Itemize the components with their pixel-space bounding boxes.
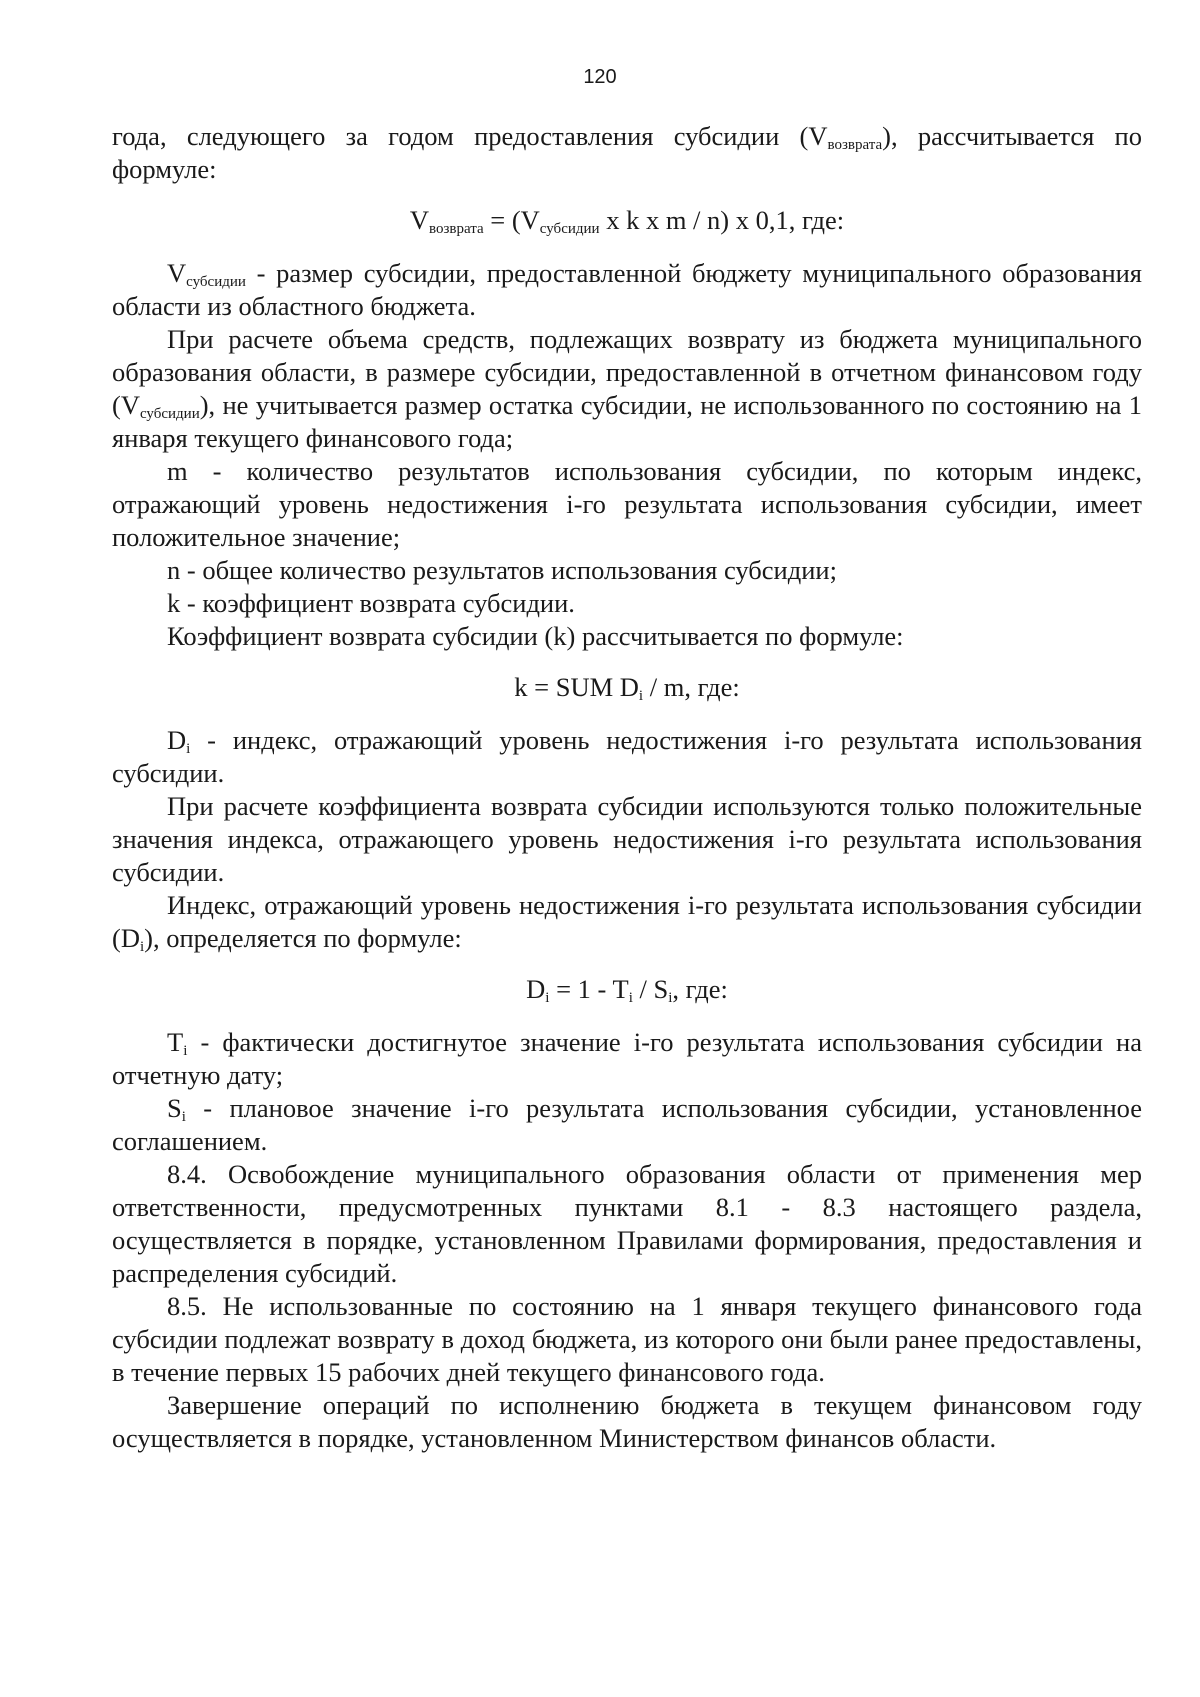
definition-di: $D_i$ - индекс, отражающий уровень недостижения i-го результата использования субсидии. — [112, 725, 1142, 788]
formula-di: $D_i = 1 - T_i / S_i$, где: — [526, 974, 728, 1006]
formula-v-return: $V_{возврата} = (V_{субсидии}$ x k x m / n) x 0,1, где: — [409, 205, 845, 237]
definition-ti: $T_i$ - фактически достигнутое значение i-го результата использования субсидии на отчетную дату; — [112, 1027, 1142, 1090]
paragraph-calculation: При расчете объема средств, подлежащих возврату из бюджета муниципального образования области, в размере субсидии, предоставленной в отчетном финансовом году $(V_{субсидии})$, не учитывается размер остатка субсидии, не использованного по состоянию на 1 января текущего финансового года; — [112, 324, 1142, 453]
definition-v-subsidy: $V_{субсидии}$ - размер субсидии, предоставленной бюджету муниципального образования области из областного бюджета. — [112, 258, 1142, 321]
paragraph-positive-values: При расчете коэффициента возврата субсидии используются только положительные значения индекса, отражающего уровень недостижения i-го результата использования субсидии. — [112, 791, 1142, 887]
paragraph-8-4: 8.4. Освобождение муниципального образования области от применения мер ответственности, предусмотренных пунктами 8.1 - 8.3 настоящего раздела, осуществляется в порядке, установленном Правилами формирования, предоставления и распределения субсидий. — [112, 1159, 1142, 1288]
paragraph-index-intro: Индекс, отражающий уровень недостижения i-го результата использования субсидии $(D_i)$, определяется по формуле: — [112, 890, 1142, 955]
intro-paragraph: года, следующего за годом предоставления субсидии $(V_{возврата})$, рассчитывается по формуле: — [112, 121, 1142, 184]
paragraph-8-5: 8.5. Не использованные по состоянию на 1 января текущего финансового года субсидии подлежат возврату в доход бюджета, из которого они были ранее предоставлены, в течение первых 15 рабочих дней текущего финансового года. — [112, 1291, 1142, 1387]
paragraph-final: Завершение операций по исполнению бюджета в текущем финансовом году осуществляется в порядке, установленном Министерством финансов области. — [112, 1390, 1142, 1453]
definition-si: $S_i$ - плановое значение i-го результата использования субсидии, установленное соглашением. — [112, 1093, 1142, 1156]
formula-k: k = SUM $D_i$ / m, где: — [514, 672, 740, 704]
document-body — [112, 120, 1142, 1455]
definition-m: m - количество результатов использования субсидии, по которым индекс, отражающий уровень недостижения i-го результата использования субсидии, имеет положительное значение; — [112, 456, 1142, 552]
page-number: 120 — [583, 66, 617, 88]
definition-n: n - общее количество результатов использования субсидии; — [167, 555, 837, 585]
definition-k: k - коэффициент возврата субсидии. — [167, 588, 575, 618]
paragraph-k-formula-intro: Коэффициент возврата субсидии (k) рассчитывается по формуле: — [167, 621, 904, 651]
